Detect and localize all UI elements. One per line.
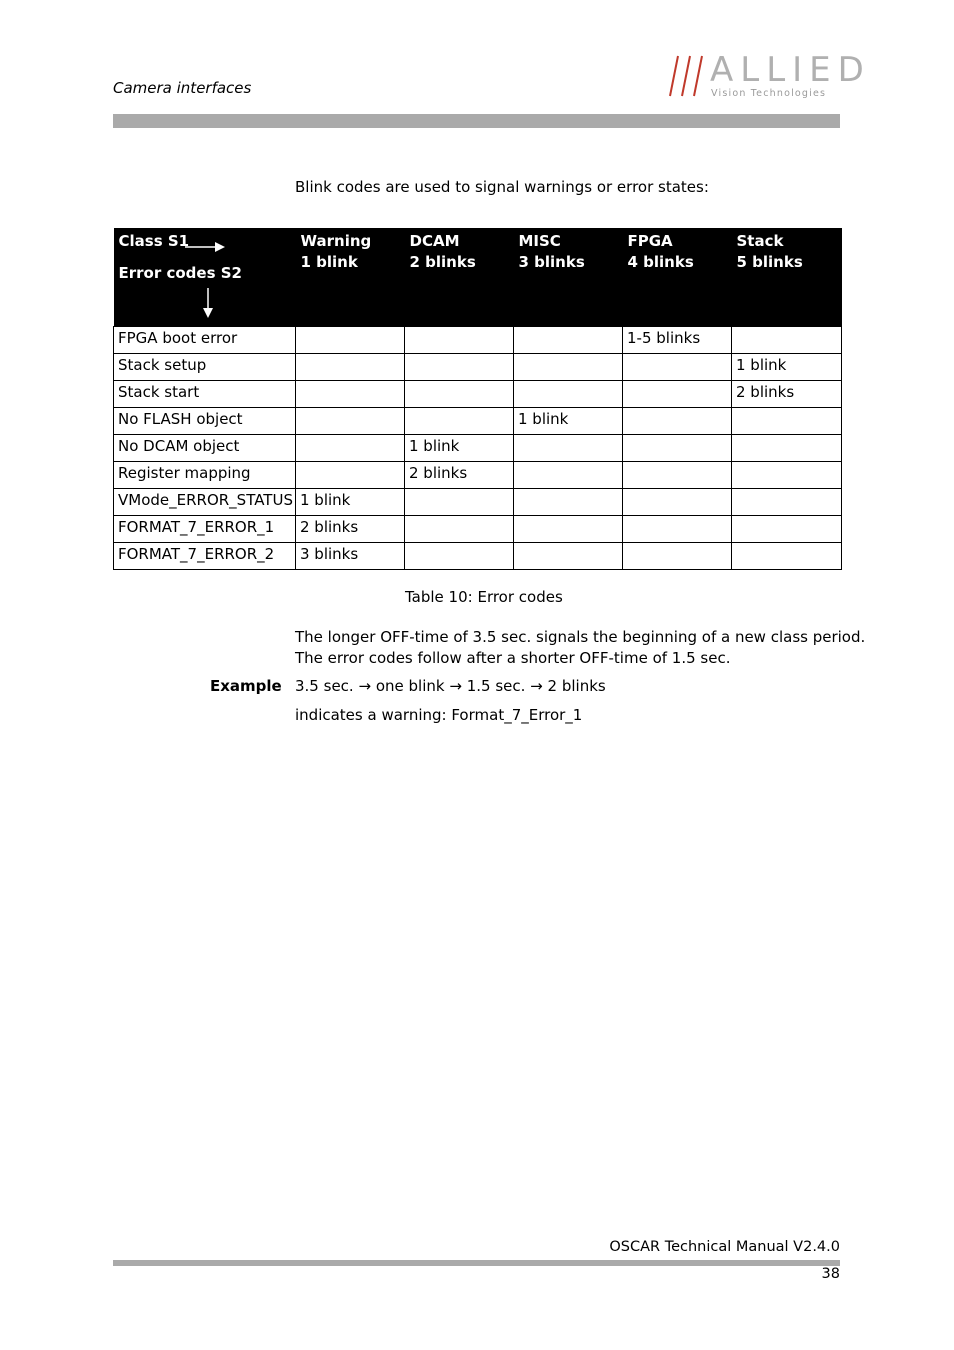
column-header-fpga: FPGA 4 blinks bbox=[623, 228, 732, 326]
table-cell bbox=[623, 461, 732, 488]
table-cell bbox=[405, 326, 514, 353]
logo-tagline: Vision Technologies bbox=[711, 88, 827, 99]
table-cell: Register mapping bbox=[114, 461, 296, 488]
table-row bbox=[114, 461, 842, 488]
table-cell bbox=[514, 326, 623, 353]
intro-text: Blink codes are used to signal warnings or error states: bbox=[295, 178, 709, 196]
header-rule bbox=[113, 114, 840, 128]
arrow-right-icon bbox=[185, 241, 227, 253]
arrow-icon: → bbox=[449, 677, 462, 695]
column-header-warning: Warning 1 blink bbox=[296, 228, 405, 326]
table-cell bbox=[732, 542, 842, 569]
table-row bbox=[114, 380, 842, 407]
table-cell bbox=[623, 542, 732, 569]
table-cell bbox=[732, 407, 842, 434]
table-caption: Table 10: Error codes bbox=[405, 588, 563, 606]
table-cell bbox=[405, 542, 514, 569]
table-cell bbox=[514, 542, 623, 569]
error-codes-table bbox=[113, 228, 842, 570]
table-row bbox=[114, 326, 842, 353]
table-cell: 1 blink bbox=[514, 407, 623, 434]
example-result: indicates a warning: Format_7_Error_1 bbox=[295, 706, 583, 724]
table-cell bbox=[732, 488, 842, 515]
column-header-stack: Stack 5 blinks bbox=[732, 228, 842, 326]
table-cell: No FLASH object bbox=[114, 407, 296, 434]
table-cell bbox=[623, 515, 732, 542]
table-cell bbox=[296, 326, 405, 353]
class-s1-label: Class S1 bbox=[118, 232, 190, 250]
footer-manual-title: OSCAR Technical Manual V2.4.0 bbox=[609, 1239, 840, 1255]
table-cell: VMode_ERROR_STATUS bbox=[114, 488, 296, 515]
table-cell: No DCAM object bbox=[114, 434, 296, 461]
table-cell bbox=[514, 353, 623, 380]
error-codes-s2-label: Error codes S2 bbox=[118, 264, 242, 282]
table-row bbox=[114, 353, 842, 380]
table-cell bbox=[296, 353, 405, 380]
table-cell: 2 blinks bbox=[405, 461, 514, 488]
table-cell bbox=[623, 407, 732, 434]
column-header-misc: MISC 3 blinks bbox=[514, 228, 623, 326]
table-cell: FPGA boot error bbox=[114, 326, 296, 353]
table-cell bbox=[732, 434, 842, 461]
body-line-1: The longer OFF-time of 3.5 sec. signals the beginning of a new class period. bbox=[295, 628, 866, 646]
table-cell: FORMAT_7_ERROR_2 bbox=[114, 542, 296, 569]
table-cell bbox=[623, 434, 732, 461]
table-cell bbox=[623, 353, 732, 380]
table-cell bbox=[296, 461, 405, 488]
table-cell bbox=[514, 380, 623, 407]
page-number: 38 bbox=[821, 1266, 840, 1282]
body-line-2: The error codes follow after a shorter OFF-time of 1.5 sec. bbox=[295, 649, 731, 667]
table-cell: Stack setup bbox=[114, 353, 296, 380]
table-row bbox=[114, 434, 842, 461]
example-label: Example bbox=[210, 677, 282, 695]
table-cell: Stack start bbox=[114, 380, 296, 407]
footer-rule bbox=[113, 1260, 840, 1266]
allied-logo bbox=[668, 50, 871, 100]
table-cell bbox=[405, 380, 514, 407]
table-cell bbox=[514, 488, 623, 515]
table-row bbox=[114, 488, 842, 515]
column-header-dcam: DCAM 2 blinks bbox=[405, 228, 514, 326]
table-cell: 1-5 blinks bbox=[623, 326, 732, 353]
body-paragraph bbox=[295, 627, 865, 669]
table-cell: 2 blinks bbox=[296, 515, 405, 542]
table-cell bbox=[514, 461, 623, 488]
table-row bbox=[114, 515, 842, 542]
table-header-row bbox=[114, 228, 842, 326]
table-cell bbox=[623, 488, 732, 515]
table-cell bbox=[405, 515, 514, 542]
table-cell bbox=[405, 488, 514, 515]
arrow-icon: → bbox=[530, 677, 543, 695]
table-cell bbox=[514, 515, 623, 542]
table-cell: 1 blink bbox=[732, 353, 842, 380]
table-cell: 1 blink bbox=[405, 434, 514, 461]
table-row bbox=[114, 407, 842, 434]
table-cell bbox=[296, 407, 405, 434]
table-cell: 2 blinks bbox=[732, 380, 842, 407]
table-cell: 1 blink bbox=[296, 488, 405, 515]
table-cell bbox=[623, 380, 732, 407]
table-cell: FORMAT_7_ERROR_1 bbox=[114, 515, 296, 542]
table-cell bbox=[732, 326, 842, 353]
table-cell bbox=[405, 353, 514, 380]
table-cell: 3 blinks bbox=[296, 542, 405, 569]
example-sequence: 3.5 sec. → one blink → 1.5 sec. → 2 blinks bbox=[295, 677, 606, 695]
section-title: Camera interfaces bbox=[113, 79, 252, 97]
table-row bbox=[114, 542, 842, 569]
corner-header bbox=[114, 228, 296, 326]
logo-brand: ALLIED bbox=[710, 50, 871, 90]
logo-slashes-icon bbox=[668, 54, 708, 98]
arrow-down-icon bbox=[202, 288, 214, 320]
table-cell bbox=[514, 434, 623, 461]
table-cell bbox=[296, 380, 405, 407]
table-cell bbox=[732, 461, 842, 488]
table-cell bbox=[405, 407, 514, 434]
arrow-icon: → bbox=[358, 677, 372, 695]
table-cell bbox=[732, 515, 842, 542]
table-cell bbox=[296, 434, 405, 461]
